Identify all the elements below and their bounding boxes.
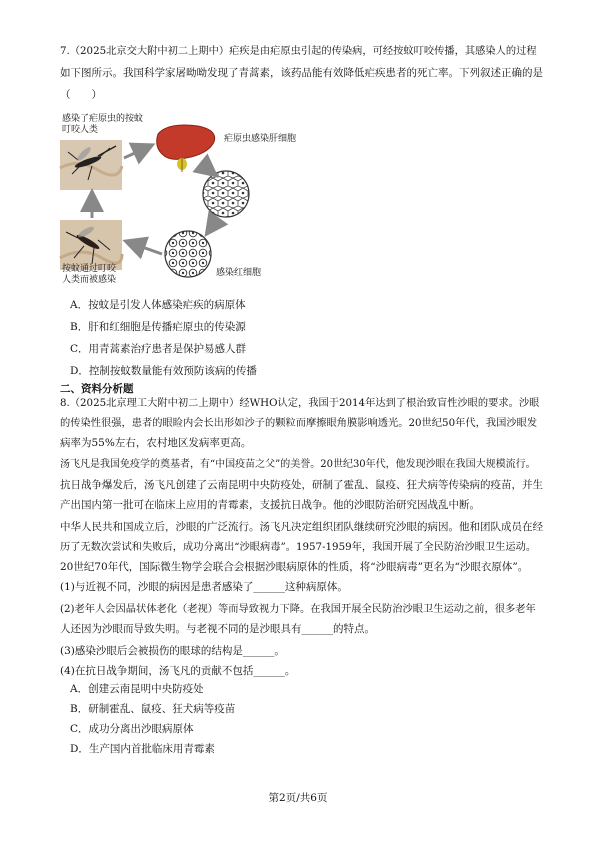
label-mosquito-bottom-1: 按蚊通过叮咬 [62,264,117,274]
q8-option-d: D．生产国内首批临床用青霉素 [70,743,215,755]
arrow-to-liver [124,146,150,158]
q7-line-1: 7.（2025北京交大附中初二上期中）疟疾是由疟原虫引起的传染病，可经按蚊叮咬传播，其感染人的过程 [60,45,537,57]
q7-option-a: A．按蚊是引发人体感染疟疾的病原体 [70,299,246,311]
liver-image [157,125,215,172]
malaria-cycle-figure [58,108,318,288]
red-blood-cells-image [165,231,211,277]
q8-line-7: 中华人民共和国成立后，沙眼的广泛流行。汤飞凡决定组织团队继续研究沙眼的病因。他和团队成员在经 [60,521,543,533]
q7-option-c: C．用青蒿素治疗患者是保护易感人群 [70,343,247,355]
label-mosquito-top-2: 叮咬人类 [62,125,99,135]
q8-option-c: C．成功分离出沙眼病原体 [70,723,194,735]
arrow-to-mosquito-bottom [128,242,162,254]
q8-subq-1: (1)与近视不同，沙眼的病因是患者感染了______这种病原体。 [60,581,348,593]
q8-subq-2-line-1: (2)老年人会因晶状体老化（老视）等而导致视力下降。在我国开展全民防治沙眼卫生运动之前，很多老年 [60,603,536,615]
q8-subq-4: (4)在抗日战争期间，汤飞凡的贡献不包括______。 [60,665,296,677]
q7-line-2: 如下图所示。我国科学家屠呦呦发现了青蒿素，该药品能有效降低疟疾患者的死亡率。下列叙述正确的是 [60,67,543,79]
mosquito-top-image [60,140,122,190]
q8-line-9: 20世纪70年代，国际微生物学会联合会根据沙眼病原体的性质，将“沙眼病毒”更名为“沙眼衣原体”。 [60,561,529,573]
q8-option-b: B．研制霍乱、鼠疫、狂犬病等疫苗 [70,703,236,715]
liver-cells-image [203,171,249,217]
page-number: 第2页/共6页 [268,792,328,804]
mosquito-bottom-image [60,220,122,270]
q8-line-8: 历了无数次尝试和失败后，成功分离出“沙眼病毒”。1957-1959年，我国开展了全民防治沙眼卫生运动。 [60,541,537,553]
q8-line-3: 病率为55%左右，农村地区发病率更高。 [60,437,252,449]
label-mosquito-top-1: 感染了疟原虫的按蚊 [62,114,144,124]
arrow-to-rbc [208,218,218,232]
q8-subq-3: (3)感染沙眼后会被损伤的眼球的结构是______。 [60,645,285,657]
q7-option-b: B．肝和红细胞是传播疟原虫的传染源 [70,321,246,333]
q7-option-d: D．控制按蚊数量能有效预防该病的传播 [70,365,257,377]
section-title: 二、资料分析题 [60,383,134,395]
label-rbc: 感染红细胞 [216,268,262,278]
q8-line-4: 汤飞凡是我国免疫学的奠基者，有“中国疫苗之父”的美誉。20世纪30年代，他发现沙眼在我国大规模流行。 [60,459,536,470]
q8-option-a: A．创建云南昆明中央防疫处 [70,683,204,695]
q8-line-1: 8.（2025北京理工大附中初二上期中）经WHO认定，我国于2014年达到了根治致盲性沙眼的要求。沙眼 [60,397,540,409]
label-mosquito-bottom-2: 人类而被感染 [62,275,117,285]
arrow-to-liver-cells [204,166,214,174]
q8-line-2: 的传染性很强，患者的眼睑内会长出形如沙子的颗粒而摩擦眼角膜影响透光。20世纪50年代，我国沙眼发 [60,417,538,429]
q8-line-6: 产出国内第一批可在临床上应用的青霉素，支援抗日战争。他的沙眼防治研究因战乱中断。 [60,499,480,511]
q7-line-3: （ ） [60,89,102,101]
q8-line-5: 抗日战争爆发后，汤飞凡创建了云南昆明中央防疫处，研制了霍乱、鼠疫、狂犬病等传染病的疫苗，并生 [60,479,543,491]
label-liver-cells: 疟原虫感染肝细胞 [224,134,297,144]
q8-subq-2-line-2: 人还因为沙眼而导致失明。与老视不同的是沙眼具有______的特点。 [60,623,375,635]
